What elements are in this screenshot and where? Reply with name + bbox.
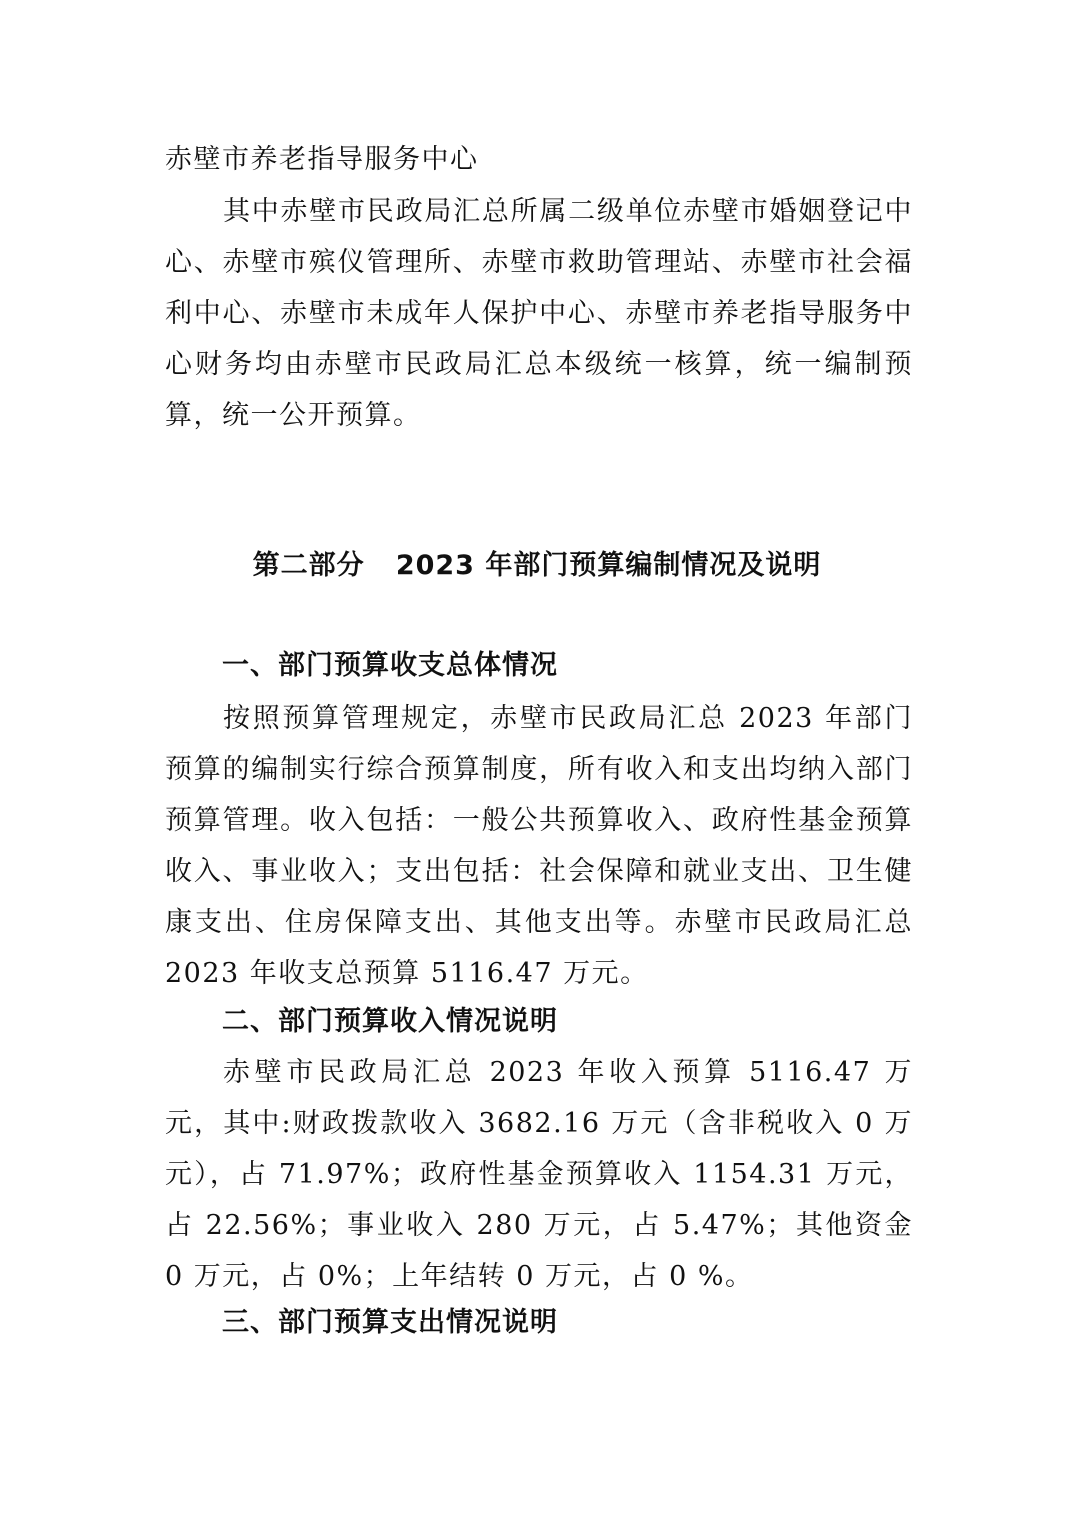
income-paragraph: 赤壁市民政局汇总 2023 年收入预算 5116.47 万元，其中:财政拨款收入 3682.16 万元（含非税收入 0 万元），占 71.97%；政府性基金预算收入 1154.31 万元，占 22.56%；事业收入 280 万元，占 5.47%；其他资金 0 万元，占 0%；上年结转 0 万元，占 0 %。 [165,1057,913,1292]
consolidation-paragraph: 其中赤壁市民政局汇总所属二级单位赤壁市婚姻登记中心、赤壁市殡仪管理所、赤壁市救助管理站、赤壁市社会福利中心、赤壁市未成年人保护中心、赤壁市养老指导服务中心财务均由赤壁市民政局汇总本级统一核算，统一编制预算，统一公开预算。 [165,196,913,431]
section-heading-expenditure: 三、部门预算支出情况说明 [222,1307,558,1338]
overview-paragraph: 按照预算管理规定，赤壁市民政局汇总 2023 年部门预算的编制实行综合预算制度，所有收入和支出均纳入部门预算管理。收入包括：一般公共预算收入、政府性基金预算收入、事业收入；支出包括：社会保障和就业支出、卫生健康支出、住房保障支出、其他支出等。赤壁市民政局汇总 2023 年收支总预算 5116.47 万元。 [165,703,913,989]
org-name-line: 赤壁市养老指导服务中心 [165,144,479,175]
section-heading-income: 二、部门预算收入情况说明 [222,1006,558,1037]
part-title: 第二部分 2023 年部门预算编制情况及说明 [252,550,822,581]
section-heading-overview: 一、部门预算收支总体情况 [222,650,558,681]
